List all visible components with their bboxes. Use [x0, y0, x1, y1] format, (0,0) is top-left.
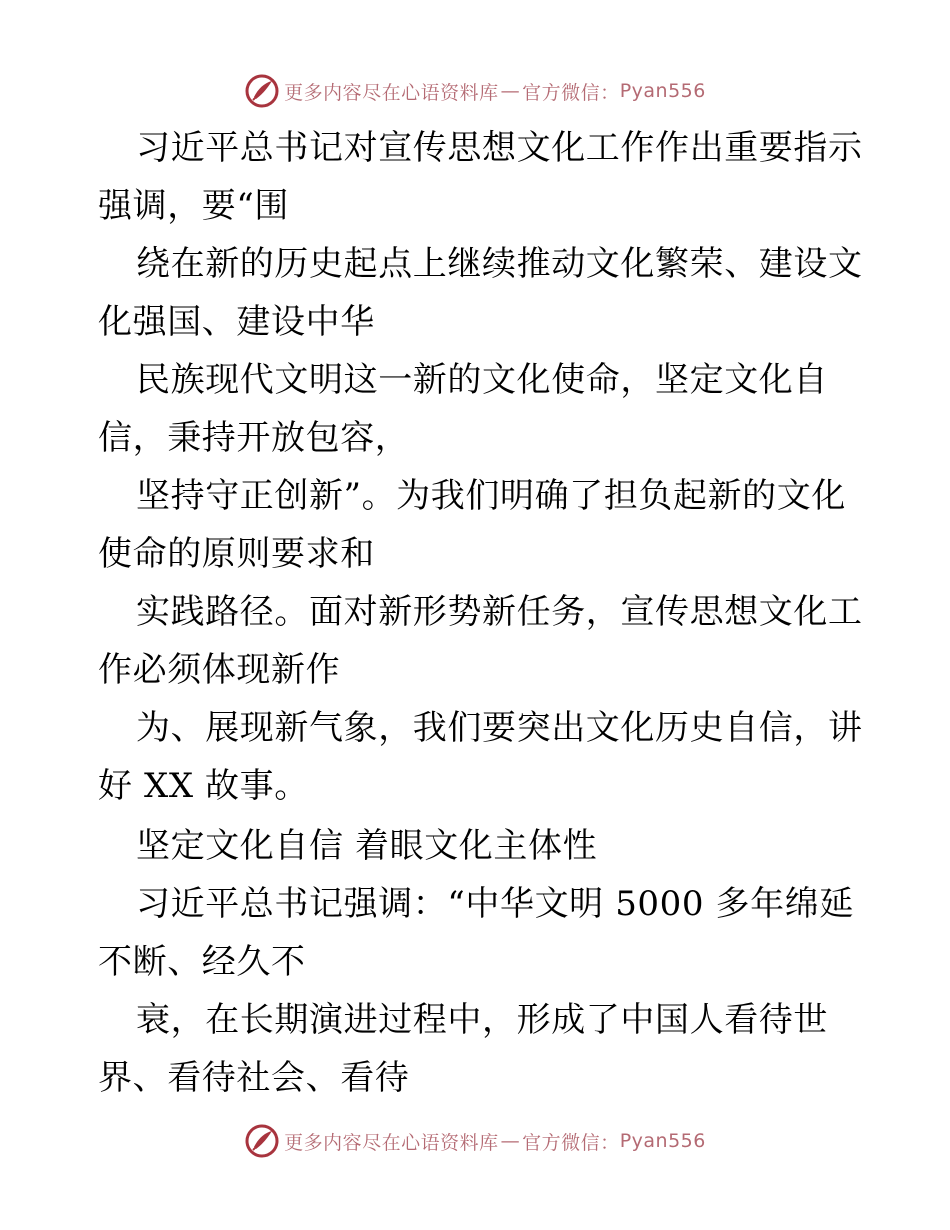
- watermark-separator: —: [500, 1130, 521, 1152]
- text-line: 实践路径。面对新形势新任务，宣传思想文化工: [136, 592, 863, 632]
- feather-pen-logo-icon: [244, 73, 280, 109]
- text-line: 化强国、建设中华: [98, 302, 375, 342]
- text-line: 民族现代文明这一新的文化使命，坚定文化自: [136, 360, 828, 400]
- text-line: 绕在新的历史起点上继续推动文化繁荣、建设文: [136, 244, 863, 284]
- watermark-separator: —: [500, 80, 521, 102]
- text-line: 为、展现新气象，我们要突出文化历史自信，讲: [136, 708, 863, 748]
- watermark-wechat-id: Pyan556: [619, 80, 706, 102]
- watermark-site-name: 更多内容尽在心语资料库: [284, 1131, 499, 1154]
- text-line: 作必须体现新作: [98, 650, 341, 690]
- text-line: 坚持守正创新”。为我们明确了担负起新的文化: [136, 476, 846, 516]
- header-watermark: [0, 71, 950, 111]
- text-line: 界、看待社会、看待: [98, 1058, 410, 1098]
- text-line: 不断、经久不: [98, 942, 306, 982]
- watermark-wechat-id: Pyan556: [619, 1130, 706, 1152]
- watermark-wechat-label: 官方微信：: [522, 1131, 620, 1154]
- watermark-site-name: 更多内容尽在心语资料库: [284, 81, 499, 104]
- text-line: 习近平总书记对宣传思想文化工作作出重要指示: [136, 128, 863, 168]
- text-line: 强调，要“围: [98, 186, 289, 226]
- footer-watermark: [0, 1121, 950, 1161]
- watermark-wechat-label: 官方微信：: [522, 81, 620, 104]
- text-line: 信，秉持开放包容，: [98, 418, 410, 458]
- feather-pen-logo-icon: [244, 1123, 280, 1159]
- text-line: 习近平总书记强调：“中华文明 5000 多年绵延: [136, 884, 854, 924]
- text-line: 好 XX 故事。: [98, 766, 309, 806]
- text-line: 衰，在长期演进过程中，形成了中国人看待世: [136, 1000, 828, 1040]
- text-line: 使命的原则要求和: [98, 534, 375, 574]
- section-heading: 坚定文化自信 着眼文化主体性: [136, 826, 598, 866]
